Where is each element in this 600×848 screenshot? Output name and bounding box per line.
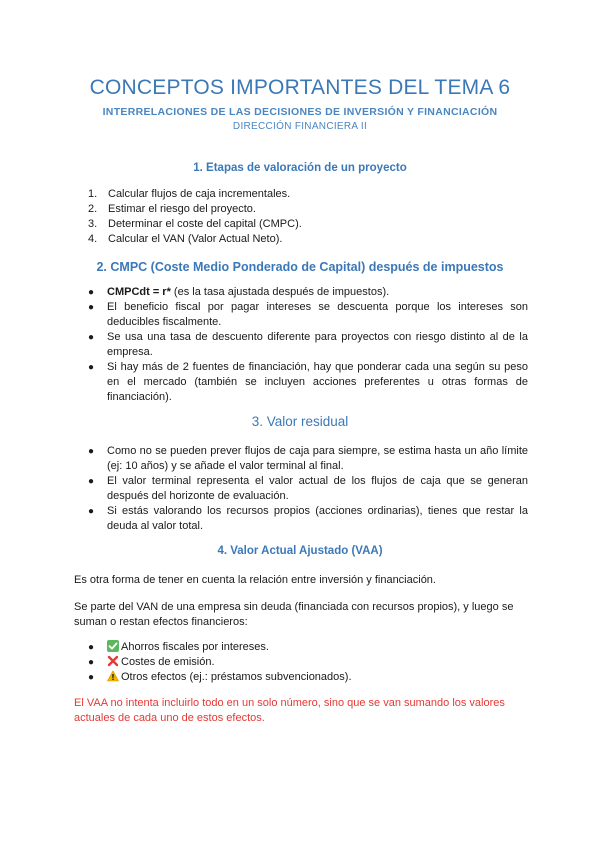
list-item: ● CMPCdt = r* (es la tasa ajustada después de impuestos). (88, 286, 390, 298)
section2-list (88, 285, 528, 405)
check-icon (107, 640, 119, 652)
course-name: DIRECCIÓN FINANCIERA II (232, 121, 368, 132)
list-item: ● Si estás valorando los recursos propios (acciones ordinarias), tienes que restar la deuda al valor total. (88, 505, 528, 532)
document-title: CONCEPTOS IMPORTANTES DEL TEMA 6 (89, 76, 511, 99)
vaa-intro-paragraph: Es otra forma de tener en cuenta la relación entre inversión y financiación. (74, 574, 436, 586)
section2-heading: 2. CMPC (Coste Medio Ponderado de Capital) después de impuestos (96, 260, 504, 274)
list-item: 1. Calcular flujos de caja incrementales. (88, 188, 291, 200)
list-item: 3. Determinar el coste del capital (CMPC). (88, 218, 302, 230)
list-item: ● Ahorros fiscales por intereses. (88, 641, 269, 653)
vaa-note: El VAA no intenta incluirlo todo en un solo número, sino que se van sumando los valores actuales de cada uno de estos efectos. (74, 697, 505, 724)
document-subtitle: INTERRELACIONES DE LAS DECISIONES DE INVERSIÓN Y FINANCIACIÓN (102, 106, 498, 118)
cross-icon (107, 655, 119, 667)
list-item: ● Como no se pueden prever flujos de caja para siempre, se estima hasta un año límite (ej: 10 años) y se añade el valor terminal al final. (88, 445, 528, 472)
cmpc-formula: CMPCdt = r* (107, 286, 171, 298)
list-item: 2. Estimar el riesgo del proyecto. (88, 203, 256, 215)
section1-heading: 1. Etapas de valoración de un proyecto (193, 162, 407, 174)
list-item: ● Costes de emisión. (88, 656, 215, 668)
section1-list (88, 187, 528, 247)
warning-icon (107, 670, 119, 682)
vaa-description-paragraph: Se parte del VAN de una empresa sin deuda (financiada con recursos propios), y luego se suman o restan efectos financieros: (74, 601, 514, 628)
section3-heading: 3. Valor residual (251, 414, 349, 429)
list-item: ● Otros efectos (ej.: préstamos subvencionados). (88, 671, 352, 683)
list-item: ● El valor terminal representa el valor actual de los flujos de caja que se generan después del horizonte de evaluación. (88, 475, 528, 502)
list-item: ● Se usa una tasa de descuento diferente para proyectos con riesgo distinto al de la empresa. (88, 331, 528, 358)
section3-list (88, 444, 528, 534)
section4-heading: 4. Valor Actual Ajustado (VAA) (217, 545, 383, 557)
list-item: ● Si hay más de 2 fuentes de financiación, hay que ponderar cada una según su peso en el mercado (también se incluyen acciones preferentes u otras formas de financiación). (88, 361, 528, 403)
list-item: ● El beneficio fiscal por pagar intereses se descuenta porque los intereses son deducibles fiscalmente. (88, 301, 528, 328)
list-item: 4. Calcular el VAN (Valor Actual Neto). (88, 233, 283, 245)
section4-list (88, 640, 528, 685)
